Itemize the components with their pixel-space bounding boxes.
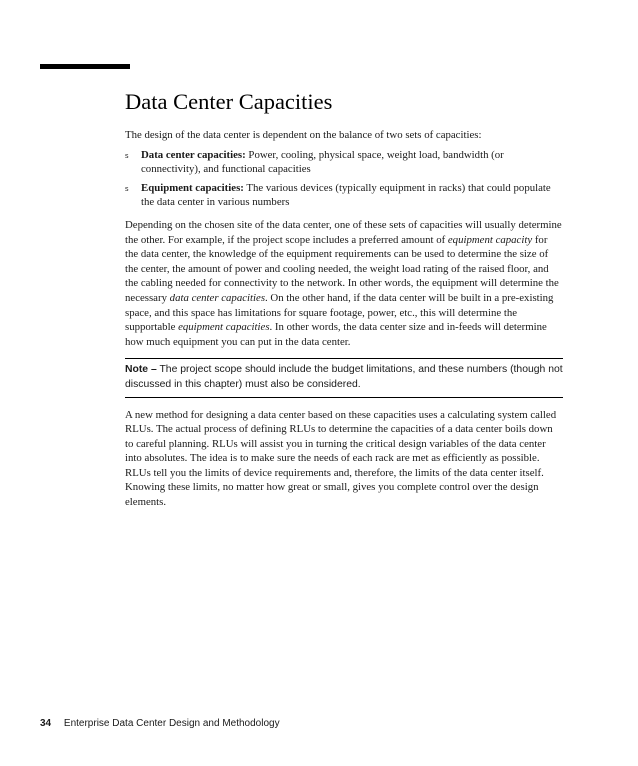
emphasis-text: equipment capacities bbox=[178, 321, 270, 334]
note-label: Note – bbox=[125, 364, 157, 376]
text-run: . On the other hand, if the data center will be built in a pre-existing space, and this space has limitations for square footage, power, etc., this will determine the supportable bbox=[125, 291, 554, 334]
bullet-term: Equipment capacities: bbox=[141, 181, 244, 194]
list-item bbox=[125, 181, 563, 210]
capacity-list bbox=[125, 148, 563, 210]
emphasis-text: equipment capacity bbox=[447, 233, 533, 246]
emphasis-text: data center capacities bbox=[169, 291, 266, 304]
text-run: Depending on the chosen site of the data center, one of these sets of capacities will usually determine the other. For example, if the project scope includes a preferred amount of bbox=[125, 218, 562, 246]
bullet-text: Power, cooling, physical space, weight load, bandwidth (or connectivity), and functional capacities bbox=[141, 148, 504, 176]
bullet-term: Data center capacities: bbox=[141, 148, 246, 161]
book-title: Enterprise Data Center Design and Methodology bbox=[63, 718, 280, 729]
body-paragraph: A new method for designing a data center based on these capacities uses a calculating system called RLUs. The actual process of defining RLUs to determine the capacities of a data center boils down to careful planning. RLUs will assist you in turning the critical design variables of the data center into absolutes. The idea is to make sure the needs of each rack are met as efficiently as possible. RLUs tell you the limits of device requirements and, therefore, the limits of the data center itself. Knowing these limits, no matter how great or small, gives you complete control over the design elements. bbox=[125, 408, 557, 509]
list-item bbox=[125, 148, 563, 177]
page-footer bbox=[40, 718, 280, 729]
page-content bbox=[125, 88, 563, 510]
bullet-marker: s bbox=[125, 185, 129, 193]
body-paragraph bbox=[125, 218, 563, 349]
text-run: . In other words, the data center size and in-feeds will determine how much equipment you can put in the data center. bbox=[125, 321, 547, 348]
bullet-marker: s bbox=[125, 152, 129, 160]
section-heading: Data Center Capacities bbox=[125, 89, 333, 114]
text-run: for the data center, the knowledge of the equipment requirements can be used to determine the size of the center, the amount of power and cooling needed, the weight load rating of the raised floor, and the cabling needed for connectivity to the network. In other words, the equipment will determine the necessary bbox=[125, 233, 559, 304]
page-number: 34 bbox=[40, 718, 52, 729]
chapter-rule bbox=[40, 64, 130, 69]
intro-paragraph: The design of the data center is dependent on the balance of two sets of capacities: bbox=[125, 129, 482, 141]
note-text: The project scope should include the budget limitations, and these numbers (though not discussed in this chapter) must also be considered. bbox=[125, 364, 563, 390]
bullet-text: The various devices (typically equipment in racks) that could populate the data center in various numbers bbox=[141, 181, 551, 209]
note-box bbox=[125, 358, 563, 397]
